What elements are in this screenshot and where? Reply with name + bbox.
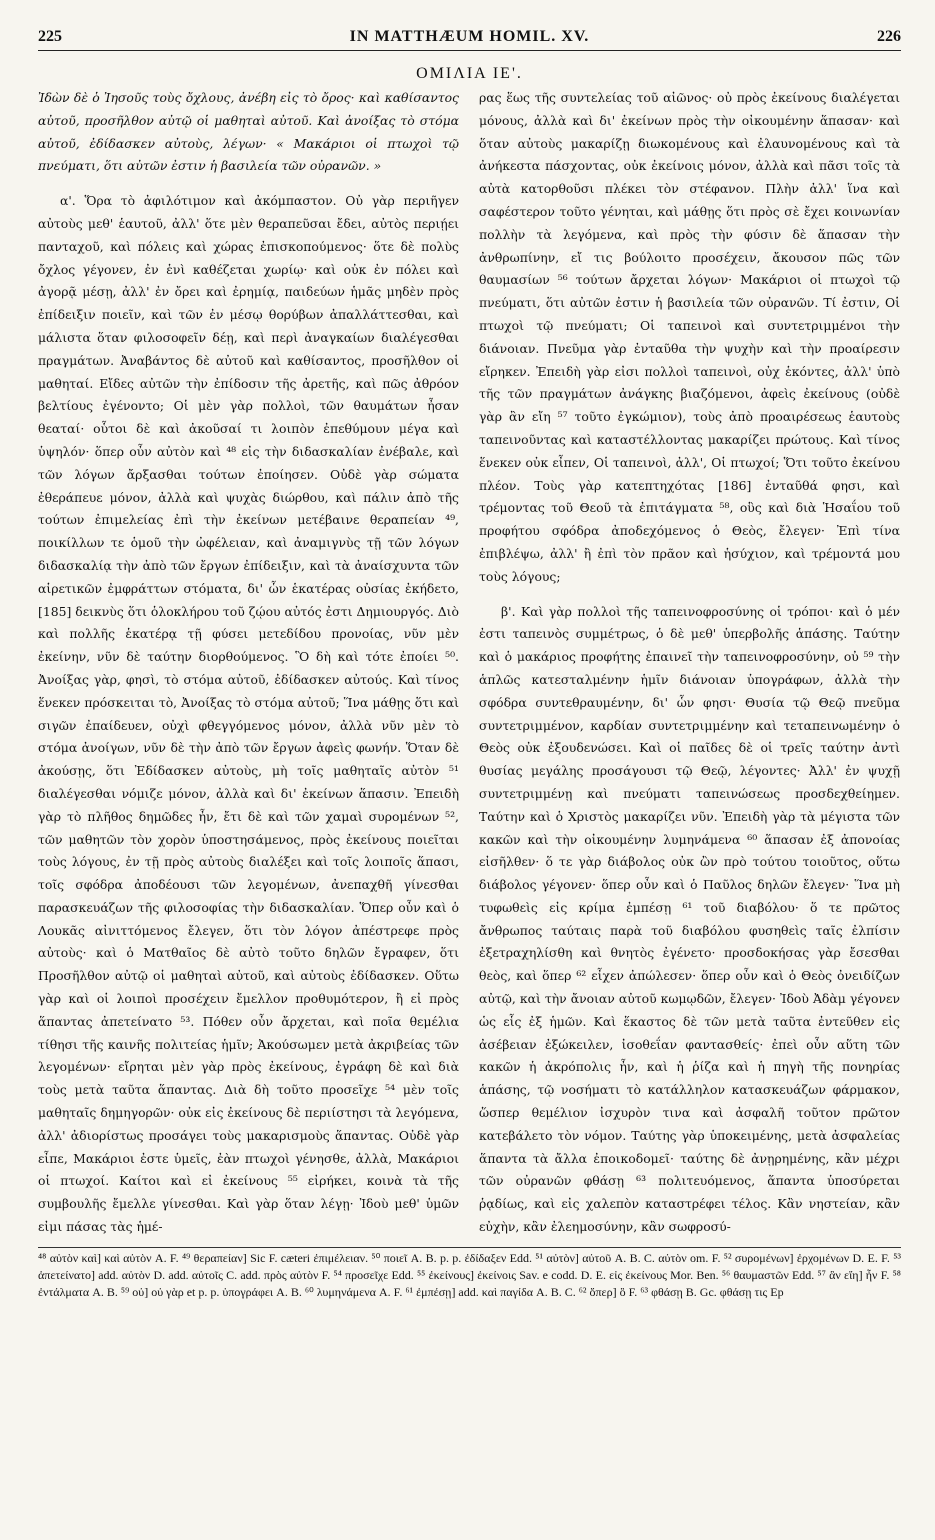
scripture-lemma: Ἰδὼν δὲ ὁ Ἰησοῦς τοὺς ὄχλους, ἀνέβη εἰς τὸ ὄρος· καὶ καθίσαντος αὐτοῦ, προσῆλθον αὐτῷ οἱ μαθηταὶ αὐτοῦ. Καὶ ἀνοίξας τὸ στόμα αὐτοῦ, ἐδίδασκεν αὐτοὺς, λέγων· « Μακάριοι οἱ πτωχοὶ τῷ πνεύματι, ὅτι αὐτῶν ἐστιν ἡ βασιλεία τῶν οὐρανῶν. » <box>38 90 459 174</box>
running-header <box>38 28 901 51</box>
homily-title: ΟΜΙΛΙΑ ΙΕ'. <box>416 65 523 82</box>
section-beta: β'. Καὶ γὰρ πολλοὶ τῆς ταπεινοφροσύνης οἱ τρόποι· καὶ ὁ μέν ἐστι ταπεινὸς συμμέτρως, ὁ δὲ μεθ' ὑπερβολῆς ἁπάσης. Ταύτην καὶ ὁ μακάριος προφήτης ἐπαινεῖ τὴν ταπεινοφροσύνην, οὐ ⁵⁹ τὴν ἁπλῶς κατεσταλμένην ἡμῖν διάνοιαν ὑπογράφων, ἀλλὰ τὴν σφόδρα συντεθραυμένην, δι' ὧν φησι· Θυσία τῷ Θεῷ πνεῦμα συντετριμμένον, καρδίαν συντετριμμένην καὶ τεταπεινωμένην ὁ Θεὸς οὐκ ἐξουδενώσει. Καὶ οἱ παῖδες δὲ οἱ τρεῖς ταύτην ἀντὶ θυσίας μεγάλης προσάγουσι τῷ Θεῷ, λέγοντες· Ἀλλ' ἐν ψυχῇ συντετριμμένῃ καὶ πνεύματι ταπεινώσεως προσδεχθείημεν. Ταύτην καὶ ὁ Χριστὸς μακαρίζει νῦν. Ἐπειδὴ γὰρ τὰ μέγιστα τῶν κακῶν καὶ τὴν οἰκουμένην λυμηνάμενα ⁶⁰ ἅπασαν ἐξ ἀπονοίας εἰσῆλθεν· ὅ τε γὰρ διάβολος οὐκ ὢν πρὸ τούτου τοιοῦτος, οὕτω διάβολος γέγονεν· ὅπερ οὖν καὶ ὁ Παῦλος δηλῶν ἔλεγεν· Ἵνα μὴ τυφωθεὶς εἰς κρίμα ἐμπέσῃ ⁶¹ τοῦ διαβόλου· ὅ τε πρῶτος ἄνθρωπος ταύταις παρὰ τοῦ διαβόλου φυσηθεὶς ταῖς ἐλπίσιν ἐξετραχηλίσθη καὶ θνητὸς ἐγένετο· προσδοκήσας γὰρ ἔσεσθαι θεὸς, καὶ ὅπερ ⁶² εἶχεν ἀπώλεσεν· ὅπερ οὖν καὶ ὁ Θεὸς ὀνειδίζων αὐτῷ, καὶ τὴν ἄνοιαν αὐτοῦ κωμῳδῶν, ἔλεγεν· Ἰδοὺ Ἀδὰμ γέγονεν ὡς εἷς ἐξ ἡμῶν. Καὶ ἕκαστος δὲ τῶν μετὰ ταῦτα ἐντεῦθεν εἰς ἀσέβειαν ἐξώκειλεν, ἰσοθεΐαν φαντασθείς· ἐπεὶ οὖν αὕτη τῶν κακῶν ἡ ἀκρόπολις ἦν, καὶ ἡ ῥίζα καὶ ἡ πηγὴ τῆς πονηρίας ἁπάσης, τῷ νοσήματι τὸ κατάλληλον κατασκευάζων φάρμακον, ὥσπερ θεμέλιον ἰσχυρὸν τινα καὶ ἀσφαλῆ τοῦτον πρῶτον κατεβάλετο τὸν νόμον. Ταύτης γὰρ ὑποκειμένης, μετὰ ἀσφαλείας ἅπαντα τὰ ἄλλα ἐποικοδομεῖ· ταύτης δὲ ἀνῃρημένης, κἂν μέχρι τῶν οὐρανῶν φθάσῃ ⁶³ πολιτευόμενος, ἅπαντα ὑποσύρεται ῥᾳδίως, καὶ εἰς χαλεπὸν καταστρέφει τέλος. Κἂν νηστείαν, κἂν εὐχὴν, κἂν ἐλεημοσύνην, κἂν σωφροσύ- <box>479 603 900 1235</box>
page-number-right: 226 <box>876 28 901 45</box>
page-number-left: 225 <box>38 28 62 45</box>
left-column <box>38 87 459 1239</box>
section-alpha: α'. Ὅρα τὸ ἀφιλότιμον καὶ ἀκόμπαστον. Οὐ γὰρ περιῆγεν αὐτοὺς μεθ' ἑαυτοῦ, ἀλλ' ὅτε μὲν θεραπεῦσαι ἔδει, αὐτὸς περιῄει πανταχοῦ, καὶ πόλεις καὶ χώρας ἐπισκοπούμενος· ὅτε δὲ πολὺς ὄχλος γέγονεν, ἐν ἑνὶ καθέζεται χωρίῳ· καὶ οὐκ ἐν πόλει καὶ ἀγορᾷ μέσῃ, ἀλλ' ἐν ὄρει καὶ ἐρημίᾳ, παιδεύων ἡμᾶς μηδὲν πρὸς ἐπίδειξιν ποιεῖν, καὶ τῶν ἐν μέσῳ θορύβων ἀπαλλάττεσθαι, καὶ μάλιστα ὅταν φιλοσοφεῖν δέῃ, καὶ περὶ ἀναγκαίων διαλέγεσθαι πραγμάτων. Ἀναβάντος δὲ αὐτοῦ καὶ καθίσαντος, προσῆλθον οἱ μαθηταί. Εἴδες αὐτῶν τὴν ἐπίδοσιν τῆς ἀρετῆς, καὶ πῶς ἀθρόον βελτίους ἐγένοντο; Οἱ μὲν γὰρ πολλοὶ, τῶν θαυμάτων ἦσαν θεαταί· οὗτοι δὲ καὶ ἀκοῦσαί τι λοιπὸν ἐπεθύμουν μέγα καὶ ὑψηλόν· ὅπερ οὖν αὐτὸν καὶ ⁴⁸ εἰς τὴν διδασκαλίαν ἐνέβαλε, καὶ τῶν λόγων ἄρξασθαι τούτων ἐποίησεν. Οὐδὲ γὰρ σώματα ἐθεράπευε μόνον, ἀλλὰ καὶ ψυχὰς διώρθου, καὶ πάλιν ἀπὸ τῆς τούτων ἐπιμελείας ἐπὶ τὴν ἐκείνων μετέβαινε θεραπείαν ⁴⁹, ποικίλλων τε ὁμοῦ τὴν ὠφέλειαν, καὶ ἀναμιγνὺς τῇ τῶν λόγων διδασκαλίᾳ τὴν ἀπὸ τῶν ἔργων ἐπίδειξιν, καὶ τὰ ἀναίσχυντα τῶν αἱρετικῶν ἐμφράττων στόματα, δι' ὧν ἑκατέρας οὐσίας ἐκήδετο, [185] δεικνὺς ὅτι ὁλοκλήρου τοῦ ζῴου αὐτός ἐστι Δημιουργός. Διὸ καὶ πολλῆς ἑκατέρᾳ τῇ φύσει μετεδίδου προνοίας, νῦν μὲν ἐκείνην, νῦν δὲ ταύτην διορθούμενος. Ὃ δὴ καὶ τότε ἐποίει ⁵⁰. Ἀνοίξας γὰρ, φησὶ, τὸ στόμα αὐτοῦ, ἐδίδασκεν αὐτούς. Καὶ τίνος ἕνεκεν πρόσκειται τὸ, Ἀνοίξας τὸ στόμα αὐτοῦ; Ἵνα μάθῃς ὅτι καὶ σιγῶν ἐπαίδευεν, οὐχὶ φθεγγόμενος μόνον, ἀλλὰ νῦν μὲν τὸ στόμα ἀνοίγων, νῦν δὲ τὴν ἀπὸ τῶν ἔργων ἀφεὶς φωνήν. Ὅταν δὲ ἀκούσῃς, ὅτι Ἐδίδασκεν αὐτοὺς, μὴ τοῖς μαθηταῖς αὐτὸν ⁵¹ διαλέγεσθαι νόμιζε μόνον, ἀλλὰ καὶ δι' ἐκείνων ἅπασιν. Ἐπειδὴ γὰρ τὸ πλῆθος δημῶδες ἦν, ἔτι δὲ καὶ τῶν χαμαὶ συρομένων ⁵², τῶν μαθητῶν τὸν χορὸν ὑποστησάμενος, πρὸς ἐκείνους ποιεῖται τοὺς λόγους, ἐν τῇ πρὸς αὐτοὺς διαλέξει καὶ τοῖς λοιποῖς ἅπασι, τοῖς σφόδρα ἀποδέουσι τῶν λεγομένων, ἀνεπαχθῆ γίνεσθαι παρασκευάζων τῆς φιλοσοφίας τὴν διδασκαλίαν. Ὅπερ οὖν καὶ ὁ Λουκᾶς αἰνιττόμενος ἔλεγεν, ὅτι τὸν λόγον ἀπέστρεφε πρὸς αὐτοὺς· καὶ ὁ Ματθαῖος δὲ αὐτὸ τοῦτο δηλῶν ἔγραφεν, ὅτι Προσῆλθον αὐτῷ οἱ μαθηταὶ αὐτοῦ, καὶ αὐτοὺς ἐδίδασκεν. Οὕτω γὰρ καὶ οἱ λοιποὶ προσέχειν ἔμελλον προθυμότερον, ἢ εἰ πρὸς ἅπαντας ἀπετείνατο ⁵³. Πόθεν οὖν ἄρχεται, καὶ ποῖα θεμέλια τίθησι τῆς καινῆς πολιτείας ἡμῖν; Ἀκούσωμεν μετὰ ἀκριβείας τῶν λεγομένων· εἴρηται μὲν γὰρ πρὸς ἐκείνους, ἐγράφη δὲ καὶ διὰ τοὺς μετὰ ταῦτα ἅπαντας. Διὰ δὴ τοῦτο προσεῖχε ⁵⁴ μὲν τοῖς μαθηταῖς δημηγορῶν· οὐκ εἰς ἐκείνους δὲ περιίστησι τὰ λεγόμενα, ἀλλ' ἀδιορίστως προσάγει τοὺς μακαρισμοὺς ἅπαντας. Οὐδὲ γὰρ εἶπε, Μακάριοι ἐστε ὑμεῖς, ἐὰν πτωχοὶ γένησθε, ἀλλὰ, Μακάριοι οἱ πτωχοί. Καίτοι καὶ εἰ ἐκείνους ⁵⁵ εἰρήκει, κοινὰ τὰ τῆς συμβουλῆς ἔμελλε γίνεσθαι. Καὶ γὰρ ὅταν λέγῃ· Ἰδοὺ μεθ' ὑμῶν εἰμι πάσας τὰς ἡμέ- <box>38 193 459 1235</box>
footnotes <box>38 1247 901 1301</box>
text-columns <box>38 87 901 1239</box>
running-title: IN MATTHÆUM HOMIL. XV. <box>349 28 590 45</box>
right-paragraph-1: ρας ἕως τῆς συντελείας τοῦ αἰῶνος· οὐ πρὸς ἐκείνους διαλέγεται μόνους, ἀλλὰ καὶ δι' ἐκείνων πρὸς τὴν οἰκουμένην ἅπασαν· καὶ ὅταν αὐτοὺς μακαρίζῃ διωκομένους καὶ ἐλαυνομένους καὶ τὰ ἀνήκεστα πάσχοντας, οὐκ ἐκείνοις μόνον, ἀλλὰ καὶ πᾶσι τοῖς τὰ αὐτὰ κατορθοῦσι πλέκει τὸν στέφανον. Πλὴν ἀλλ' ἵνα καὶ σαφέστερον τοῦτο γένηται, καὶ μάθῃς ὅτι πρὸς σὲ ἔχει κοινωνίαν πολλὴν τὰ λεγόμενα, καὶ πρὸς τὴν φύσιν δὲ ἅπασαν τὴν ἀνθρωπίνην, εἴ τις βούλοιτο προσέχειν, ἄκουσον πῶς τῶν θαυμασίων ⁵⁶ τούτων ἄρχεται λόγων· Μακάριοι οἱ πτωχοὶ τῷ πνεύματι, ὅτι αὐτῶν ἐστιν ἡ βασιλεία τῶν οὐρανῶν. Τί ἐστιν, Οἱ πτωχοὶ τῷ πνεύματι; Οἱ ταπεινοὶ καὶ συντετριμμένοι τὴν διάνοιαν. Πνεῦμα γὰρ ἐνταῦθα τὴν ψυχὴν καὶ τὴν προαίρεσιν εἴρηκεν. Ἐπειδὴ γὰρ εἰσι πολλοὶ ταπεινοὶ, οὐχ ἑκόντες, ἀλλ' ὑπὸ τῆς τῶν πραγμάτων ἀνάγκης βιαζόμενοι, ἀφεὶς ἐκείνους (οὐδὲ γὰρ ἂν εἴη ⁵⁷ τοῦτο ἐγκώμιον), τοὺς ἀπὸ προαιρέσεως ἑαυτοὺς ταπεινοῦντας καὶ καταστέλλοντας μακαρίζει πρώτους. Καὶ τίνος ἕνεκεν οὐκ εἶπεν, Οἱ ταπεινοὶ, ἀλλ', Οἱ πτωχοί; Ὅτι τοῦτο ἐκείνου πλέον. Τοὺς γὰρ κατεπτηχότας [186] ἐνταῦθά φησι, καὶ τρέμοντας τοῦ Θεοῦ τὰ ἐπιτάγματα ⁵⁸, οὓς καὶ διὰ Ἡσαΐου τοῦ προφήτου σφόδρα ἀποδεχόμενος ὁ Θεὸς, ἔλεγεν· Ἐπὶ τίνα ἐπιβλέψω, ἀλλ' ἢ ἐπὶ τὸν πρᾶον καὶ ἡσύχιον, καὶ τρέμοντά μου τοὺς λόγους; <box>479 90 900 584</box>
footnote-text: ⁴⁸ αὐτὸν καὶ] καὶ αὐτὸν A. F. ⁴⁹ θεραπείαν] Sic F. cæteri ἐπιμέλειαν. ⁵⁰ ποιεῖ A. B. p. p. ἐδίδαξεν Edd. ⁵¹ αὐτὸν] αὐτοῦ A. B. C. αὐτὸν om. F. ⁵² συρομένων] ἐρχομένων D. E. F. ⁵³ ἀπετείνατο] add. αὐτὸν D. add. αὐτοῖς C. add. πρὸς αὐτὸν F. ⁵⁴ προσεῖχε Edd. ⁵⁵ ἐκείνους] ἐκείνοις Sav. e codd. D. E. εἰς ἐκείνους Mor. Ben. ⁵⁶ θαυμαστῶν Edd. ⁵⁷ ἂν εἴη] ἦν F. ⁵⁸ ἐντάλματα A. B. ⁵⁹ οὐ] οὐ γὰρ et p. p. ὑπογράφει A. B. ⁶⁰ λυμηνάμενα A. F. ⁶¹ ἐμπέσῃ] add. καὶ παγίδα A. B. C. ⁶² ὅπερ] ὃ F. ⁶³ φθάσῃ B. Gc. φθάσῃ τις Ep <box>38 1250 901 1299</box>
right-column <box>479 87 900 1239</box>
